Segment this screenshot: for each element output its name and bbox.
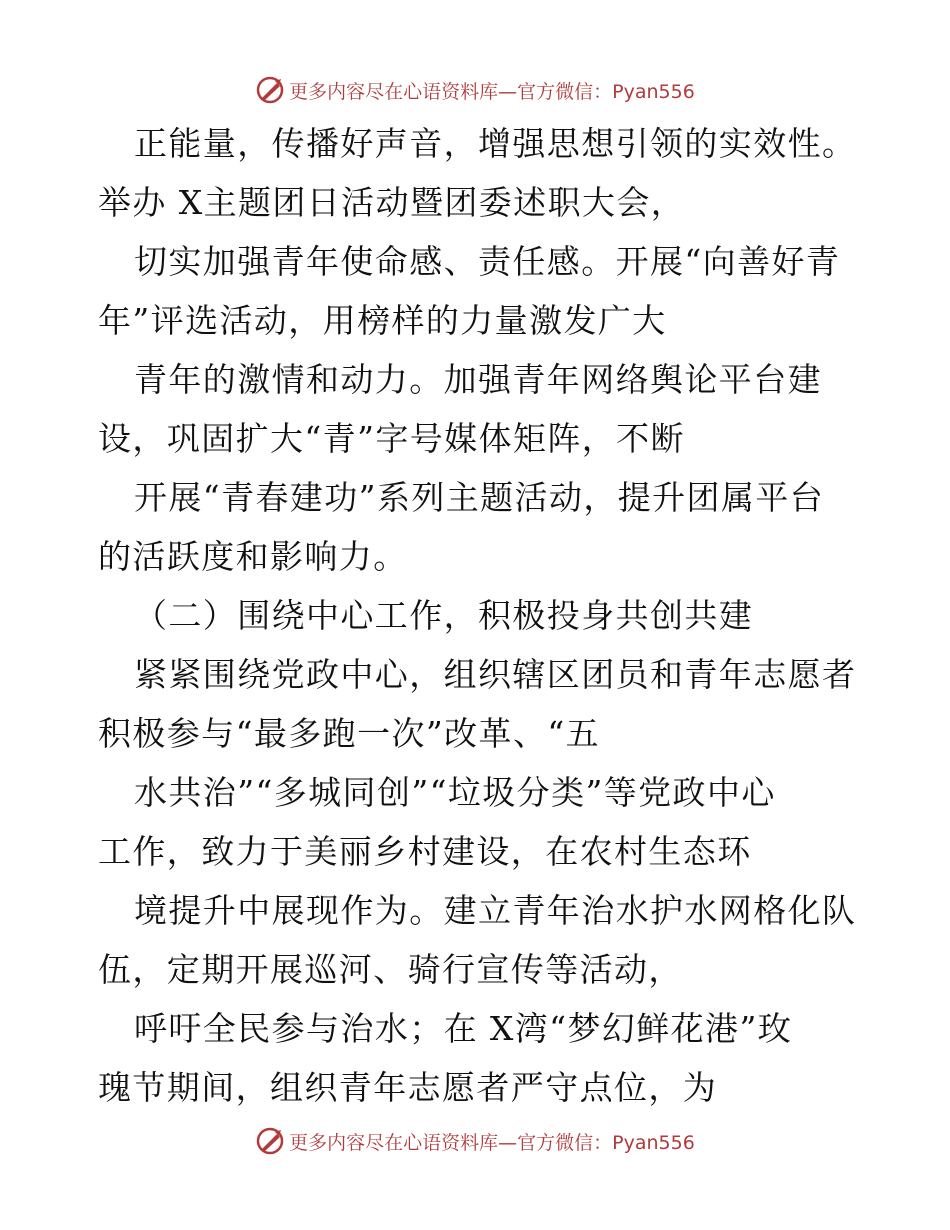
watermark-text: 更多内容尽在心语资料库—官方微信：	[289, 1131, 613, 1154]
watermark-id: Pyan556	[612, 1131, 695, 1154]
text-line: 紧紧围绕党政中心，组织辖区团员和青年志愿者	[134, 655, 857, 694]
text-line: 年”评选活动，用榜样的力量激发广大	[98, 301, 667, 340]
text-line: 境提升中展现作为。建立青年治水护水网格化队	[134, 891, 857, 930]
text-line: 工作，致力于美丽乡村建设，在农村生态环	[98, 832, 752, 871]
text-line: 积极参与“最多跑一次”改革、“五	[98, 714, 601, 753]
quill-logo-icon	[255, 75, 285, 105]
quill-logo-icon	[255, 1126, 285, 1156]
footer-watermark	[0, 1124, 950, 1158]
text-line: 设，巩固扩大“青”字号媒体矩阵，不断	[98, 419, 685, 458]
text-line: 水共治”“多城同创”“垃圾分类”等党政中心	[134, 773, 776, 812]
watermark-id: Pyan556	[612, 80, 695, 103]
text-line: 伍，定期开展巡河、骑行宣传等活动，	[98, 950, 683, 989]
text-line: 瑰节期间，组织青年志愿者严守点位，为	[98, 1068, 718, 1107]
text-line: 切实加强青年使命感、责任感。开展“向善好青	[134, 242, 841, 281]
text-line: 正能量，传播好声音，增强思想引领的实效性。	[134, 124, 857, 163]
text-line: 呼吁全民参与治水；在 X湾“梦幻鲜花港”玫	[134, 1009, 793, 1048]
text-line: 的活跃度和影响力。	[98, 537, 408, 576]
text-line: 举办 X主题团日活动暨团委述职大会，	[98, 183, 686, 222]
text-line: 开展“青春建功”系列主题活动，提升团属平台	[134, 478, 825, 517]
text-line: 青年的激情和动力。加强青年网络舆论平台建	[134, 360, 822, 399]
header-watermark	[0, 73, 950, 107]
watermark-text: 更多内容尽在心语资料库—官方微信：	[289, 80, 613, 103]
section-heading: （二）围绕中心工作，积极投身共创共建	[134, 596, 754, 635]
